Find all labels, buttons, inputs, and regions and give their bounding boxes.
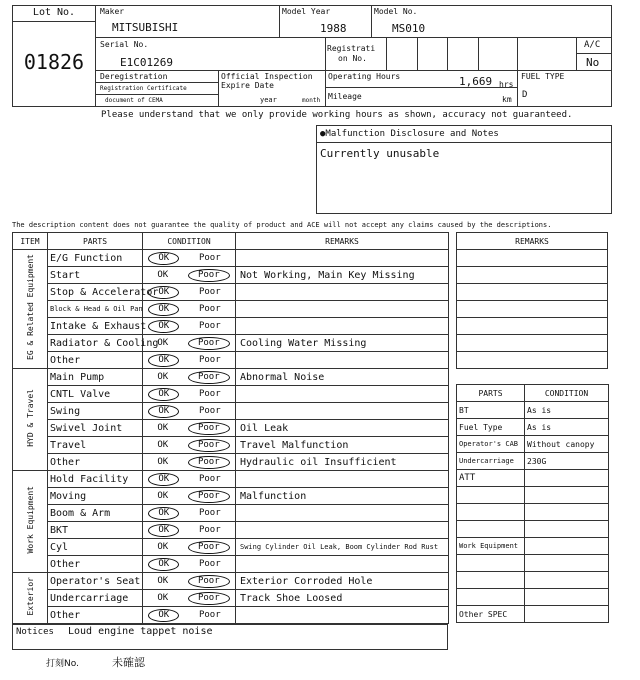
part-name: Main Pump — [48, 369, 143, 386]
parts-condition-row — [457, 402, 609, 419]
condition-cell — [143, 454, 236, 471]
condition-cell — [143, 318, 236, 335]
divider — [316, 142, 612, 143]
inspection-row — [13, 352, 449, 369]
parts-condition-row — [457, 538, 609, 555]
inspection-row — [13, 607, 449, 624]
poor-selected: Poor — [188, 337, 230, 350]
poor-option: Poor — [198, 252, 221, 263]
stamp-value: 未確認 — [112, 656, 145, 669]
remark — [236, 318, 449, 335]
right-remarks-table — [456, 232, 608, 369]
model-no-value: MS010 — [392, 22, 426, 35]
ok-selected: OK — [148, 252, 179, 265]
reg-cert-label: Registration Certificate — [100, 85, 187, 92]
pc-part — [457, 521, 525, 538]
parts-condition-row — [457, 453, 609, 470]
right-remarks-cell — [457, 284, 608, 301]
poor-option: Poor — [198, 303, 221, 314]
ac-label: A/C — [584, 40, 601, 50]
ac-value: No — [586, 56, 600, 69]
poor-option: Poor — [198, 286, 221, 297]
condition-cell — [143, 539, 236, 556]
part-name: Radiator & Cooling — [48, 335, 143, 352]
inspection-header-row — [13, 233, 449, 250]
inspection-row — [13, 539, 449, 556]
condition-cell — [143, 556, 236, 573]
right-remarks-cell — [457, 250, 608, 267]
item-group-eg-related-equipment — [13, 250, 48, 369]
part-name: CNTL Valve — [48, 386, 143, 403]
part-name: Swing — [48, 403, 143, 420]
parts-condition-row — [457, 470, 609, 487]
poor-selected: Poor — [188, 490, 230, 503]
remark: Abnormal Noise — [236, 369, 449, 386]
part-name: Intake & Exhaust — [48, 318, 143, 335]
divider — [576, 53, 612, 54]
inspection-row — [13, 556, 449, 573]
condition-cell — [143, 488, 236, 505]
pc-condition — [525, 589, 609, 606]
poor-selected: Poor — [188, 541, 230, 554]
remark: Cooling Water Missing — [236, 335, 449, 352]
registration-label: Registrati — [327, 44, 376, 53]
pc-part: Operator's CAB — [457, 436, 525, 453]
part-name: Other — [48, 454, 143, 471]
item-group-hyd-travel — [13, 369, 48, 471]
pc-part — [457, 555, 525, 572]
year-label: year — [260, 96, 277, 104]
pc-part: BT — [457, 402, 525, 419]
pc-part: ATT — [457, 470, 525, 487]
inspection-row — [13, 420, 449, 437]
divider — [325, 37, 326, 70]
parts-condition-row — [457, 572, 609, 589]
inspection-row — [13, 369, 449, 386]
ok-selected: OK — [148, 303, 179, 316]
ok-selected: OK — [148, 320, 179, 333]
lot-number: 01826 — [23, 50, 85, 74]
divider — [386, 37, 387, 70]
stamp-label: 打刻No. — [46, 659, 79, 669]
parts-condition-row — [457, 606, 609, 623]
item-group-label: HYD & Travel — [25, 388, 35, 447]
remark — [236, 471, 449, 488]
condition-cell — [143, 301, 236, 318]
poor-selected: Poor — [188, 592, 230, 605]
part-name: E/G Function — [48, 250, 143, 267]
remark — [236, 522, 449, 539]
serial-value: E1C01269 — [120, 56, 173, 69]
item-group-work-equipment — [13, 471, 48, 573]
pc-condition — [525, 487, 609, 504]
item-group-exterior — [13, 573, 48, 624]
divider — [96, 82, 218, 83]
header-parts: PARTS — [48, 233, 143, 250]
pc-condition: 230G — [525, 453, 609, 470]
remark — [236, 386, 449, 403]
condition-cell — [143, 369, 236, 386]
inspection-label: Official Inspection — [221, 72, 313, 81]
ok-selected: OK — [148, 473, 179, 486]
remark: Malfunction — [236, 488, 449, 505]
ok-option: OK — [157, 269, 169, 280]
pc-condition: As is — [525, 402, 609, 419]
divider — [96, 37, 612, 38]
inspection-row — [13, 488, 449, 505]
op-hours-label: Operating Hours — [328, 72, 401, 81]
divider — [447, 37, 448, 70]
lot-label: Lot No. — [32, 7, 76, 18]
header-remarks: REMARKS — [236, 233, 449, 250]
part-name: Block & Head & Oil Pan — [48, 301, 143, 318]
pc-condition — [525, 538, 609, 555]
pc-part: Fuel Type — [457, 419, 525, 436]
part-name: Cyl — [48, 539, 143, 556]
inspection-row — [13, 284, 449, 301]
ok-option: OK — [157, 371, 169, 382]
right-remarks-header-row — [457, 233, 608, 250]
poor-option: Poor — [198, 558, 221, 569]
model-year-label: Model Year — [282, 7, 331, 16]
maker-value: MITSUBISHI — [112, 21, 179, 34]
parts-condition-row — [457, 436, 609, 453]
part-name: Travel — [48, 437, 143, 454]
right-remarks-cell — [457, 267, 608, 284]
malfunction-title: ●Malfunction Disclosure and Notes — [320, 129, 499, 139]
right-remarks-row — [457, 318, 608, 335]
condition-cell — [143, 335, 236, 352]
part-name: Other — [48, 556, 143, 573]
part-name: Operator's Seat — [48, 573, 143, 590]
divider — [279, 5, 280, 37]
pc-part — [457, 504, 525, 521]
condition-cell — [143, 420, 236, 437]
ok-option: OK — [157, 490, 169, 501]
remark: Track Shoe Loosed — [236, 590, 449, 607]
hours-notice: Please understand that we only provide working hours as shown, accuracy not guaranteed. — [101, 110, 573, 120]
item-group-label: Exterior — [25, 576, 35, 616]
mileage-label: Mileage — [328, 92, 362, 101]
remark: Exterior Corroded Hole — [236, 573, 449, 590]
poor-selected: Poor — [188, 371, 230, 384]
inspection-table — [12, 232, 449, 624]
pc-part: Work Equipment — [457, 538, 525, 555]
ok-selected: OK — [148, 558, 179, 571]
pc-condition: Without canopy — [525, 436, 609, 453]
ok-selected: OK — [148, 524, 179, 537]
divider — [517, 70, 518, 107]
poor-selected: Poor — [188, 439, 230, 452]
ok-option: OK — [157, 592, 169, 603]
ok-selected: OK — [148, 405, 179, 418]
ok-option: OK — [157, 456, 169, 467]
remark — [236, 505, 449, 522]
remark — [236, 284, 449, 301]
ok-option: OK — [157, 575, 169, 586]
divider — [371, 5, 372, 37]
remark — [236, 403, 449, 420]
inspection-row — [13, 573, 449, 590]
cema-label: document of CEMA — [105, 97, 163, 104]
right-remarks-header: REMARKS — [457, 233, 608, 250]
op-hours-value: 1,669 — [459, 75, 493, 88]
fuel-type-value: D — [522, 90, 528, 100]
parts-condition-row — [457, 419, 609, 436]
pc-condition: As is — [525, 419, 609, 436]
remark: Oil Leak — [236, 420, 449, 437]
inspection-row — [13, 335, 449, 352]
ok-selected: OK — [148, 354, 179, 367]
item-group-label: Work Equipment — [25, 485, 35, 554]
parts-condition-table — [456, 384, 609, 623]
part-name: BKT — [48, 522, 143, 539]
hrs-unit: hrs — [499, 80, 514, 89]
ok-selected: OK — [148, 286, 179, 299]
part-name: Boom & Arm — [48, 505, 143, 522]
ok-selected: OK — [148, 609, 179, 622]
inspection-row — [13, 505, 449, 522]
inspection-row — [13, 437, 449, 454]
remark — [236, 607, 449, 624]
condition-cell — [143, 284, 236, 301]
pc-condition — [525, 606, 609, 623]
divider — [478, 37, 479, 70]
pc-condition — [525, 470, 609, 487]
parts-header: PARTS — [457, 385, 525, 402]
right-remarks-cell — [457, 301, 608, 318]
remark: Not Working, Main Key Missing — [236, 267, 449, 284]
right-remarks-row — [457, 284, 608, 301]
remark: Hydraulic oil Insufficient — [236, 454, 449, 471]
condition-cell — [143, 386, 236, 403]
divider — [218, 70, 219, 107]
pc-condition — [525, 555, 609, 572]
part-name: Hold Facility — [48, 471, 143, 488]
condition-cell — [143, 352, 236, 369]
pc-part — [457, 572, 525, 589]
remark: Travel Malfunction — [236, 437, 449, 454]
inspection-row — [13, 522, 449, 539]
parts-condition-row — [457, 504, 609, 521]
remark — [236, 352, 449, 369]
pc-part — [457, 487, 525, 504]
condition-cell — [143, 471, 236, 488]
header-condition: CONDITION — [143, 233, 236, 250]
inspection-row — [13, 454, 449, 471]
poor-option: Poor — [198, 524, 221, 535]
condition-cell — [143, 505, 236, 522]
disclaimer: The description content does not guarantee the quality of product and ACE will not accept any claims caused by the descriptions. — [12, 221, 552, 229]
inspection-row — [13, 386, 449, 403]
poor-selected: Poor — [188, 422, 230, 435]
part-name: Other — [48, 352, 143, 369]
parts-condition-header-row — [457, 385, 609, 402]
right-remarks-cell — [457, 352, 608, 369]
parts-condition-row — [457, 521, 609, 538]
remark — [236, 301, 449, 318]
pc-part — [457, 589, 525, 606]
remark — [236, 556, 449, 573]
ok-option: OK — [157, 439, 169, 450]
poor-option: Poor — [198, 609, 221, 620]
inspection-row — [13, 403, 449, 420]
condition-cell — [143, 437, 236, 454]
poor-option: Poor — [198, 473, 221, 484]
parts-condition-row — [457, 589, 609, 606]
poor-selected: Poor — [188, 269, 230, 282]
poor-selected: Poor — [188, 456, 230, 469]
ok-selected: OK — [148, 388, 179, 401]
parts-condition-row — [457, 487, 609, 504]
inspection-row — [13, 471, 449, 488]
divider — [517, 37, 518, 70]
poor-option: Poor — [198, 388, 221, 399]
condition-cell — [143, 403, 236, 420]
right-remarks-row — [457, 335, 608, 352]
condition-cell — [143, 250, 236, 267]
dereg-label: Deregistration — [100, 72, 168, 81]
part-name: Undercarriage — [48, 590, 143, 607]
divider — [96, 70, 612, 71]
model-year-value: 1988 — [320, 22, 347, 35]
ok-selected: OK — [148, 507, 179, 520]
notices-value: Loud engine tappet noise — [68, 626, 213, 637]
poor-option: Poor — [198, 354, 221, 365]
ok-option: OK — [157, 337, 169, 348]
inspection-row — [13, 267, 449, 284]
divider — [96, 94, 218, 95]
pc-condition — [525, 504, 609, 521]
poor-option: Poor — [198, 405, 221, 416]
notices-label: Notices — [16, 627, 54, 637]
item-group-label: EG & Related Equipment — [25, 254, 35, 360]
remark: Swing Cylinder Oil Leak, Boom Cylinder Rod Rust — [236, 539, 449, 556]
part-name: Other — [48, 607, 143, 624]
parts-condition-row — [457, 555, 609, 572]
pc-condition — [525, 572, 609, 589]
condition-cell — [143, 267, 236, 284]
poor-option: Poor — [198, 507, 221, 518]
pc-part: Other SPEC — [457, 606, 525, 623]
divider — [325, 70, 326, 107]
divider — [417, 37, 418, 70]
inspection-row — [13, 590, 449, 607]
part-name: Swivel Joint — [48, 420, 143, 437]
right-remarks-row — [457, 352, 608, 369]
condition-cell — [143, 522, 236, 539]
right-remarks-row — [457, 250, 608, 267]
remark — [236, 250, 449, 267]
month-label: month — [302, 97, 321, 104]
ok-option: OK — [157, 422, 169, 433]
condition-cell — [143, 607, 236, 624]
condition-cell — [143, 573, 236, 590]
km-unit: km — [502, 95, 512, 104]
malfunction-text: Currently unusable — [320, 147, 440, 160]
pc-condition — [525, 521, 609, 538]
serial-label: Serial No. — [100, 40, 149, 49]
model-no-label: Model No. — [374, 7, 418, 16]
condition-header: CONDITION — [525, 385, 609, 402]
inspection-label-2: Expire Date — [221, 81, 274, 90]
fuel-type-label: FUEL TYPE — [521, 72, 565, 81]
poor-option: Poor — [198, 320, 221, 331]
right-remarks-cell — [457, 335, 608, 352]
inspection-row — [13, 318, 449, 335]
part-name: Moving — [48, 488, 143, 505]
registration-label-2: on No. — [338, 54, 367, 63]
header-item: ITEM — [13, 233, 48, 250]
part-name: Stop & Accelerator — [48, 284, 143, 301]
right-remarks-row — [457, 301, 608, 318]
part-name: Start — [48, 267, 143, 284]
condition-cell — [143, 590, 236, 607]
pc-part: Undercarriage — [457, 453, 525, 470]
right-remarks-row — [457, 267, 608, 284]
maker-label: Maker — [100, 7, 125, 16]
right-remarks-cell — [457, 318, 608, 335]
inspection-row — [13, 250, 449, 267]
inspection-row — [13, 301, 449, 318]
poor-selected: Poor — [188, 575, 230, 588]
ok-option: OK — [157, 541, 169, 552]
